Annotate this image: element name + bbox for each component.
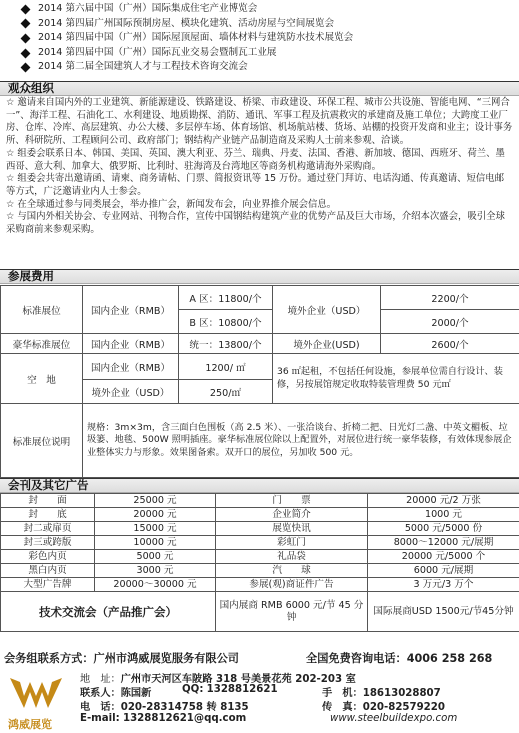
tech-seminar-domestic: 国内展商 RMB 6000 元/节 45 分钟 — [216, 592, 368, 632]
space-domestic-label: 国内企业（RMB） — [83, 354, 179, 380]
fax-line: 传 真：020-82579220 — [322, 702, 445, 713]
email-line: E-mail: 1328812621@qq.com — [80, 713, 247, 724]
tech-seminar-overseas: 国际展商USD 1500元/节45分钟 — [368, 592, 519, 632]
fees-section-header: 参展费用 — [0, 269, 519, 284]
list-item: 2014 第四届中国（广州）国际瓦业交易会暨制瓦工业展 — [22, 46, 519, 61]
space-overseas-label: 境外企业（USD） — [83, 380, 179, 404]
audience-text — [0, 97, 519, 237]
paragraph: ☆ 组委会共寄出邀请函、请柬、商务请帖、门票、简报资讯等 15 万份。通过登门拜访、电话沟通、传真邀请、短信电邮等方式，广泛邀请业内人士参会。 — [6, 173, 505, 197]
tech-seminar-label: 技术交流会（产品推广会） — [1, 592, 216, 632]
mobile-line: 手 机：18613028807 — [322, 688, 441, 699]
space-label: 空 地 — [1, 354, 83, 404]
deluxe-domestic-label: 国内企业（RMB） — [83, 334, 179, 354]
space-overseas-price: 250/㎡ — [179, 380, 273, 404]
diamond-bullet-icon — [21, 4, 31, 14]
diamond-bullet-icon — [21, 34, 31, 44]
table-row: 大型广告牌 20000～30000 元 参展(观)商证件广告 3 万元/3 万个 — [1, 578, 519, 592]
deluxe-overseas-price: 2600/个 — [381, 334, 519, 354]
paragraph: ☆ 与国内外相关协会、专业网站、刊物合作，宣传中国钢结构建筑产业的优势产品及巨大市场，介绍本次盛会，吸引全球采购商前来参观采购。 — [6, 211, 505, 236]
contact-title: 会务组联系方式：广州市鸿威展览服务有限公司 — [4, 652, 239, 665]
paragraph: ☆ 在全球通过参与同类展会，举办推广会，新闻发布会，向业界推介展会信息。 — [6, 198, 337, 210]
paragraph: ☆ 邀请来自国内外的工业建筑、新能源建设、铁路建设、桥梁、市政建设、环保工程、城市公共设施、智能电网、“三网合一”、海洋工程、石油化工、水利建设、地质勘探、消防、通讯、军事工程及抗震救灾的承建商及施工单位；大跨度工业厂房、仓库、冷库、高层建筑、办公大楼、多层停车场、体育场馆、机场航站楼、货场、站棚的投资开发商和业主；设计事务所、科研院所、工程顾问公司、政府部门；钢结构产业链产品制造商及采购人士前来参观、洽谈。 — [6, 97, 513, 147]
qq-line: QQ: 1328812621 — [182, 684, 278, 695]
hotline: 全国免费咨询电话：4006 258 268 — [306, 652, 493, 665]
booth-description: 规格：3m×3m，含三面白色围板（高 2.5 米）、一张洽谈台、折椅二把、日光灯二盏、中英文楣板、垃圾篓、地毯、500W 照明插座。豪华标准展位除以上配置外，对展位进行统一豪华装修，有效体现参展企业整体实力与形象。效果图备索。双开口的展位，另加收 500 元。 — [83, 404, 519, 478]
fees-table-wrap — [0, 285, 519, 478]
audience-section-header: 观众组织 — [0, 81, 519, 96]
deluxe-price: 统一：13800/个 — [179, 334, 273, 354]
deluxe-booth-label: 豪华标准展位 — [1, 334, 83, 354]
ads-table — [0, 493, 519, 632]
overseas-b-price: 2000/个 — [381, 310, 519, 334]
space-note: 36 ㎡起租，不包括任何设施，参展单位需自行设计、装修，另按展馆规定收取特装管理费 50 元㎡ — [273, 354, 519, 404]
list-item: 2014 第二届全国建筑人才与工程技术咨询交流会 — [22, 60, 519, 75]
table-row: 封 面 25000 元 门 票 20000 元/2 万张 — [1, 494, 519, 508]
overseas-label: 境外企业（USD） — [273, 286, 381, 334]
ads-section-header: 会刊及其它广告 — [0, 478, 519, 493]
exhibition-list — [0, 0, 519, 75]
address-line: 地 址：广州市天河区车陂路 318 号美景花苑 202-203 室 — [80, 674, 356, 685]
table-row: 封二或扉页 15000 元 展览快讯 5000 元/5000 份 — [1, 522, 519, 536]
overseas-a-price: 2200/个 — [381, 286, 519, 310]
booth-description-label: 标准展位说明 — [1, 404, 83, 478]
diamond-bullet-icon — [21, 63, 31, 73]
domestic-label: 国内企业（RMB） — [83, 286, 179, 334]
table-row: 封 底 20000 元 企业简介 1000 元 — [1, 508, 519, 522]
website-link[interactable]: www.steelbuildexpo.com — [330, 713, 458, 724]
list-item: 2014 第四届中国（广州）国际屋顶屋面、墙体材料与建筑防水技术展览会 — [22, 31, 519, 46]
phone-line: 电 话：020-28314758 转 8135 — [80, 702, 249, 713]
paragraph: ☆ 组委会联系日本、韩国、美国、英国、澳大利亚、芬兰、瑞典、丹麦、法国、香港、新加坡、德国、西班牙、荷兰、墨西哥、意大利、加拿大、俄罗斯、比利时、驻海湾及台湾地区等商务机构邀请海外采购商。 — [6, 147, 505, 172]
ads-table-wrap — [0, 493, 519, 632]
b-zone-price: B 区：10800/个 — [179, 310, 273, 334]
table-row: 黑白内页 3000 元 汽 球 6000 元/展期 — [1, 564, 519, 578]
table-row: 彩色内页 5000 元 礼品袋 20000 元/5000 个 — [1, 550, 519, 564]
contact-person-line: 联系人：陈国新 — [80, 688, 152, 699]
table-row — [1, 592, 519, 632]
fees-table — [0, 285, 519, 478]
list-item: 2014 第六届中国（广州）国际集成住宅产业博览会 — [22, 2, 519, 17]
standard-booth-label: 标准展位 — [1, 286, 83, 334]
diamond-bullet-icon — [21, 48, 31, 58]
table-row: 封三或跨版 10000 元 彩虹门 8000～12000 元/展期 — [1, 536, 519, 550]
list-item: 2014 第四届广州国际预制房屋、模块化建筑、活动房屋与空间展览会 — [22, 17, 519, 32]
deluxe-overseas-label: 境外企业(USD) — [273, 334, 381, 354]
space-domestic-price: 1200/ ㎡ — [179, 354, 273, 380]
diamond-bullet-icon — [21, 19, 31, 29]
a-zone-price: A 区：11800/个 — [179, 286, 273, 310]
logo-text: 鸿威展览 — [8, 718, 52, 731]
